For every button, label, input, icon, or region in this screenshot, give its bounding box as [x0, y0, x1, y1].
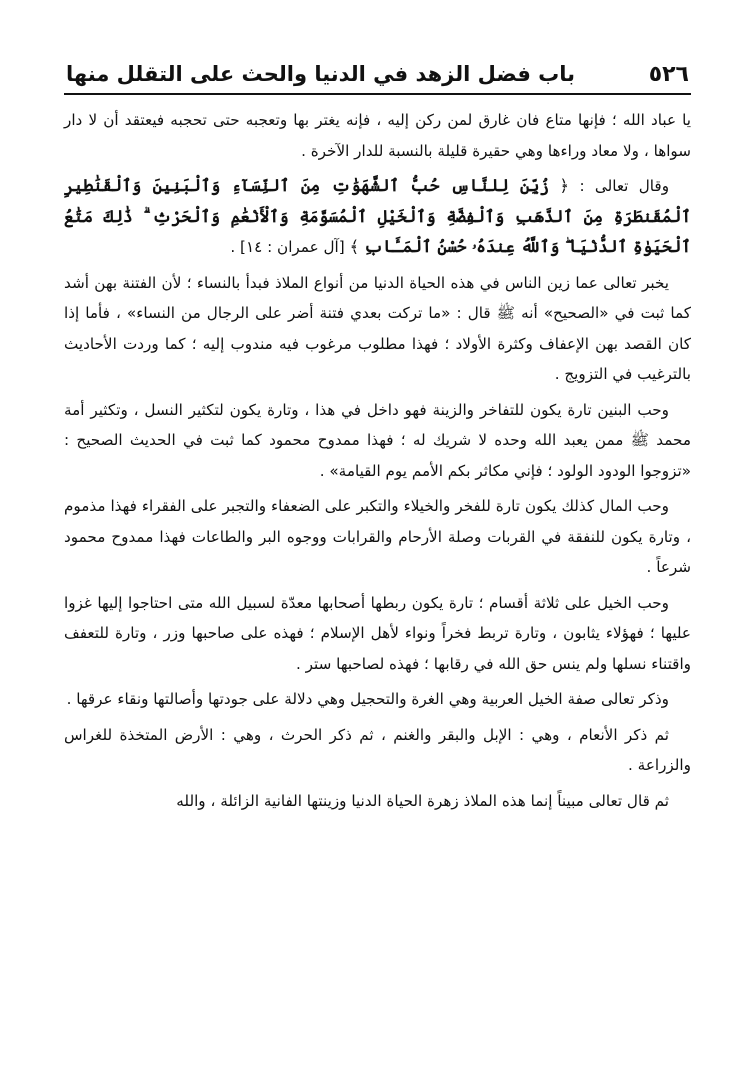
paragraph: ثم قال تعالى مبيناً إنما هذه الملاذ زهرة الحياة الدنيا وزينتها الفانية الزائلة ، والله	[176, 791, 669, 810]
page-header	[64, 62, 691, 93]
paragraph: وحب البنين تارة يكون للتفاخر والزينة فهو داخل في هذا ، وتارة يكون لتكثير النسل ، وتكثير أمة محمد ﷺ ممن يعبد الله وحده لا شريك له ؛ فهذا ممدوح محمود كما ثبت في الحديث الصحيح : «تزوجوا الودود الولود ؛ فإني مكاثر بكم الأمم يوم القيامة» .	[64, 400, 691, 480]
header-divider	[64, 93, 691, 95]
quran-paragraph	[64, 171, 691, 263]
page-number: ٥٢٦	[648, 62, 689, 87]
paragraph: وحب المال كذلك يكون تارة للفخر والخيلاء والتكبر على الضعفاء والتجبر على الفقراء فهذا مذموم ، وتارة يكون للنفقة في القربات وصلة الأرحام والقرابات ووجوه البر والطاعات فهذا ممدوح محمود شرعاً .	[64, 497, 691, 576]
paragraph: يا عباد الله ؛ فإنها متاع فان غارق لمن ركن إليه ، فإنه يغتر بها وتعجبه حتى تحجبه فيعتقد أن لا دار سواها ، ولا معاد وراءها وهي حقيرة قليلة بالنسبة للدار الآخرة .	[64, 111, 691, 160]
paragraph: ثم ذكر الأنعام ، وهي : الإبل والبقر والغنم ، ثم ذكر الحرث ، وهي : الأرض المتخذة للغراس والزراعة .	[64, 725, 691, 774]
quran-intro: وقال تعالى :	[579, 177, 670, 195]
quran-bracket-open: ﴿	[559, 176, 570, 195]
quran-verse: زُيِّنَ لِلنَّاسِ حُبُّ ٱلشَّهَوَٰتِ مِنَ ٱلنِّسَآءِ وَٱلْبَنِينَ وَٱلْقَنَٰطِيرِ ٱلْمُقَنطَرَةِ مِنَ ٱلذَّهَبِ وَٱلْفِضَّةِ وَٱلْخَيْلِ ٱلْمُسَوَّمَةِ وَٱلْأَنْعَٰمِ وَٱلْحَرْثِ ۗ ذَٰلِكَ مَتَٰعُ ٱلْحَيَوٰةِ ٱلدُّنْيَا ۖ وَٱللَّهُ عِندَهُۥ حُسْنُ ٱلْمَـَٔابِ	[64, 176, 691, 256]
chapter-title: باب فضل الزهد في الدنيا والحث على التقلل منها	[66, 62, 576, 86]
paragraph: وحب الخيل على ثلاثة أقسام ؛ تارة يكون ربطها أصحابها معدّة لسبيل الله متى احتاجوا إليها غزوا عليها ؛ فهؤلاء يثابون ، وتارة تربط فخراً ونواء لأهل الإسلام ؛ فهذه على صاحبها وزر ، وتارة للتعفف واقتناء نسلها ولم ينس حق الله في رقابها ؛ فهذه لصاحبها ستر .	[64, 593, 691, 673]
quran-bracket-close: ﴾	[349, 237, 360, 256]
verse-reference: [آل عمران : ١٤] .	[230, 238, 345, 256]
paragraph: يخبر تعالى عما زين الناس في هذه الحياة الدنيا من أنواع الملاذ فبدأ بالنساء ؛ لأن الفتنة بهن أشد كما ثبت في «الصحيح» أنه ﷺ قال : «ما تركت بعدي فتنة أضر على الرجال من النساء» ، فأما إذا كان القصد بهن الإعفاف وكثرة الأولاد ؛ فهذا مطلوب مرغوب فيه مندوب إليه ؛ كما وردت الأحاديث بالترغيب في التزويج .	[64, 273, 691, 383]
paragraph: وذكر تعالى صفة الخيل العربية وهي الغرة والتحجيل وهي دلالة على جودتها وأصالتها ونقاء عرقها .	[66, 690, 669, 708]
